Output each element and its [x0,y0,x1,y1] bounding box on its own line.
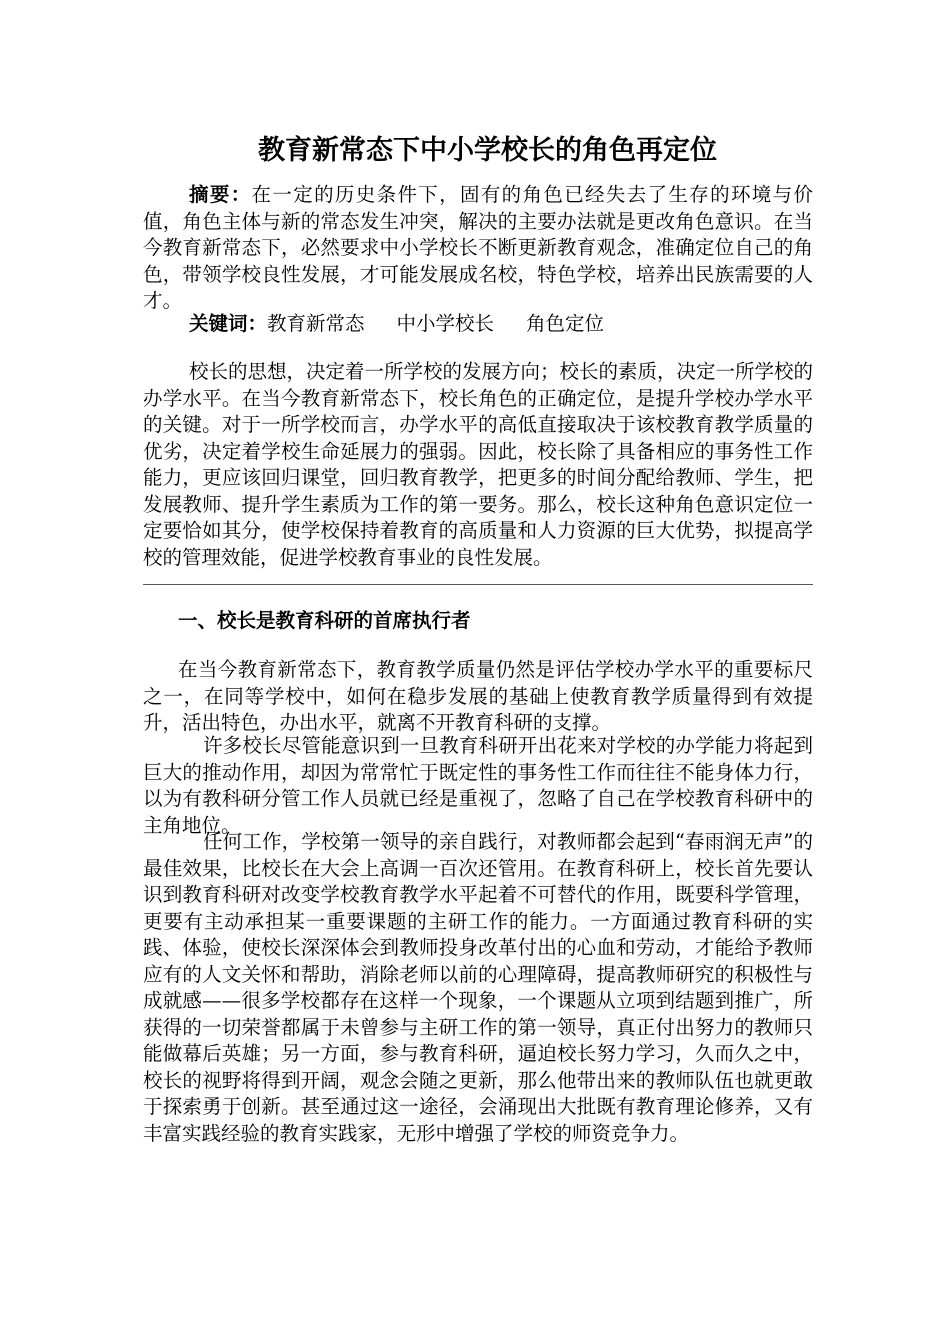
intro-paragraph: 校长的思想，决定着一所学校的发展方向；校长的素质，决定一所学校的办学水平。在当今教育新常态下，校长角色的正确定位，是提升学校办学水平的关键。对于一所学校而言，办学水平的高低直接取决于该校教育教学质量的优劣，决定着学校生命延展力的强弱。因此，校长除了具备相应的事务性工作能力，更应该回归课堂，回归教育教学，把更多的时间分配给教师、学生，把发展教师、提升学生素质为工作的第一要务。那么，校长这种角色意识定位一定要恰如其分，使学校保持着教育的高质量和人力资源的巨大优势，拟提高学校的管理效能，促进学校教育事业的良性发展。 [143,360,814,569]
keyword: 中小学校长 [396,312,495,335]
document-title: 教育新常态下中小学校长的角色再定位 [258,135,717,166]
keyword: 教育新常态 [267,312,365,335]
abstract-text: 在一定的历史条件下，固有的角色已经失去了生存的环境与价值，角色主体与新的常态发生冲突，解决的主要办法就是更改角色意识。在当今教育新常态下，必然要求中小学校长不断更新教育观念，准确定位自己的角色，带领学校良性发展，才可能发展成名校，特色学校，培养出民族需要的人才。 [143,183,813,312]
keywords-label: 关键词： [189,312,268,335]
keywords-line [143,311,813,338]
body-paragraph: 任何工作，学校第一领导的亲自践行，对教师都会起到“春雨润无声”的最佳效果，比校长在大会上高调一百次还管用。在教育科研上，校长首先要认识到教育科研对改变学校教育教学水平起着不可替代的作用，既要科学管理，更要有主动承担某一重要课题的主研工作的能力。一方面通过教育科研的实践、体验，使校长深深体会到教师投身改革付出的心血和劳动，才能给予教师应有的人文关怀和帮助，消除老师以前的心理障碍，提高教师研究的积极性与成就感——很多学校都存在这样一个现象，一个课题从立项到结题到推广，所获得的一切荣誉都属于未曾参与主研工作的第一领导，真正付出努力的教师只能做幕后英雄；另一方面，参与教育科研，逼迫校长努力学习，久而久之中，校长的视野将得到开阔，观念会随之更新，那么他带出来的教师队伍也就更敢于探索勇于创新。甚至通过这一途径，会涌现出大批既有教育理论修养，又有丰富实践经验的教育实践家，无形中增强了学校的师资竞争力。 [143,830,813,1145]
section-heading: 一、校长是教育科研的首席执行者 [178,609,471,632]
abstract-paragraph [143,182,813,315]
horizontal-rule [143,584,813,585]
abstract-label: 摘要： [189,183,252,206]
body-paragraph: 在当今教育新常态下，教育教学质量仍然是评估学校办学水平的重要标尺之一，在同等学校中，如何在稳步发展的基础上使教育教学质量得到有效提升，活出特色，办出水平，就离不开教育科研的支撑。 [143,658,813,734]
body-paragraph: 许多校长尽管能意识到一旦教育科研开出花来对学校的办学能力将起到巨大的推动作用，却因为常常忙于既定性的事务性工作而往往不能身体力行，以为有教科研分管工作人员就已经是重视了，忽略了自己在学校教育科研中的主角地位。 [143,734,813,837]
keyword: 角色定位 [526,312,605,335]
